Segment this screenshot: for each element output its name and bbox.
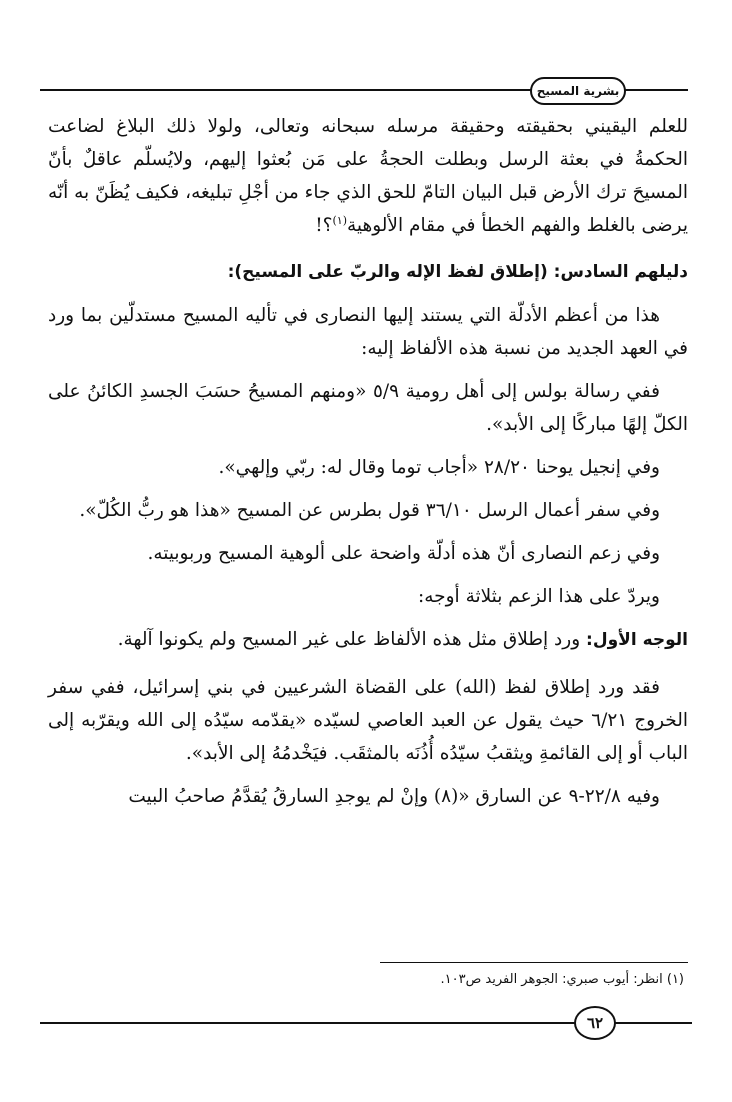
first-aspect-text: ورد إطلاق مثل هذه الألفاظ على غير المسيح ولم يكونوا آلهة.	[117, 629, 581, 650]
paragraph-1	[48, 110, 688, 242]
footnote: (١) انظر: أيوب صبري: الجوهر الفريد ص١٠٣.	[440, 972, 684, 987]
paragraph-8	[48, 623, 688, 657]
paragraph-5: وفي سفر أعمال الرسل ٣٦/١٠ قول بطرس عن المسيح «هذا هو ربُّ الكُلّ».	[79, 500, 660, 521]
footnote-reference: (١)	[332, 213, 347, 227]
section-heading: دليلهم السادس: (إطلاق لفظ الإله والربّ على المسيح):	[227, 262, 688, 282]
page-number: ٦٢	[574, 1006, 616, 1040]
paragraph-10: وفيه ٢٢/٨-٩ عن السارق «(٨) وإنْ لم يوجدِ السارقُ يُقدَّمُ صاحبُ البيت	[128, 786, 660, 807]
paragraph-9: فقد ورد إطلاق لفظ (الله) على القضاة الشرعيين في بني إسرائيل، ففي سفر الخروج ٦/٢١ حيث يقول عن العبد العاصي لسيّده «يقدّمه سيّدُه إلى الله ويقرّبه إلى الباب أو إلى القائمةِ ويثقبُ سيّدُه أُذُنَه بالمثقَب. فيَخْدمُهُ إلى الأبد».	[48, 677, 689, 764]
footnote-rule	[380, 962, 688, 963]
paragraph-7: ويردّ على هذا الزعم بثلاثة أوجه:	[418, 586, 660, 607]
paragraph-3: ففي رسالة بولس إلى أهل رومية ٥/٩ «ومنهم المسيحُ حسَبَ الجسدِ الكائنُ على الكلّ إلهًا مباركًا إلى الأبد».	[48, 381, 688, 435]
paragraph-2: هذا من أعظم الأدلّة التي يستند إليها النصارى في تأليه المسيح مستدلّين بما ورد في العهد الجديد من نسبة هذه الألفاظ إليه:	[48, 305, 688, 359]
paragraph-6: وفي زعم النصارى أنّ هذه أدلّة واضحة على ألوهية المسيح وربوبيته.	[147, 543, 660, 564]
paragraph-1-end: ؟!	[315, 215, 333, 236]
first-aspect-label: الوجه الأول:	[586, 630, 688, 650]
paragraph-1-text: للعلم اليقيني بحقيقته وحقيقة مرسله سبحانه وتعالى، ولولا ذلك البلاغ لضاعت الحكمةُ في بعثة الرسل وبطلت الحجةُ على مَن بُعثوا إليهم، ولايُسلّم عاقلٌ بأنّ المسيحَ ترك الأرض قبل البيان التامّ للحق الذي جاء من أجْلِ تبليغه، فكيف يُظَنّ به أنّه يرضى بالغلط والفهم الخطأ في مقام الألوهية	[48, 116, 688, 236]
page-body	[48, 110, 688, 813]
running-title: بشرية المسيح	[530, 77, 626, 105]
paragraph-4: وفي إنجيل يوحنا ٢٨/٢٠ «أجاب توما وقال له: ربّي وإلهي».	[218, 457, 660, 478]
